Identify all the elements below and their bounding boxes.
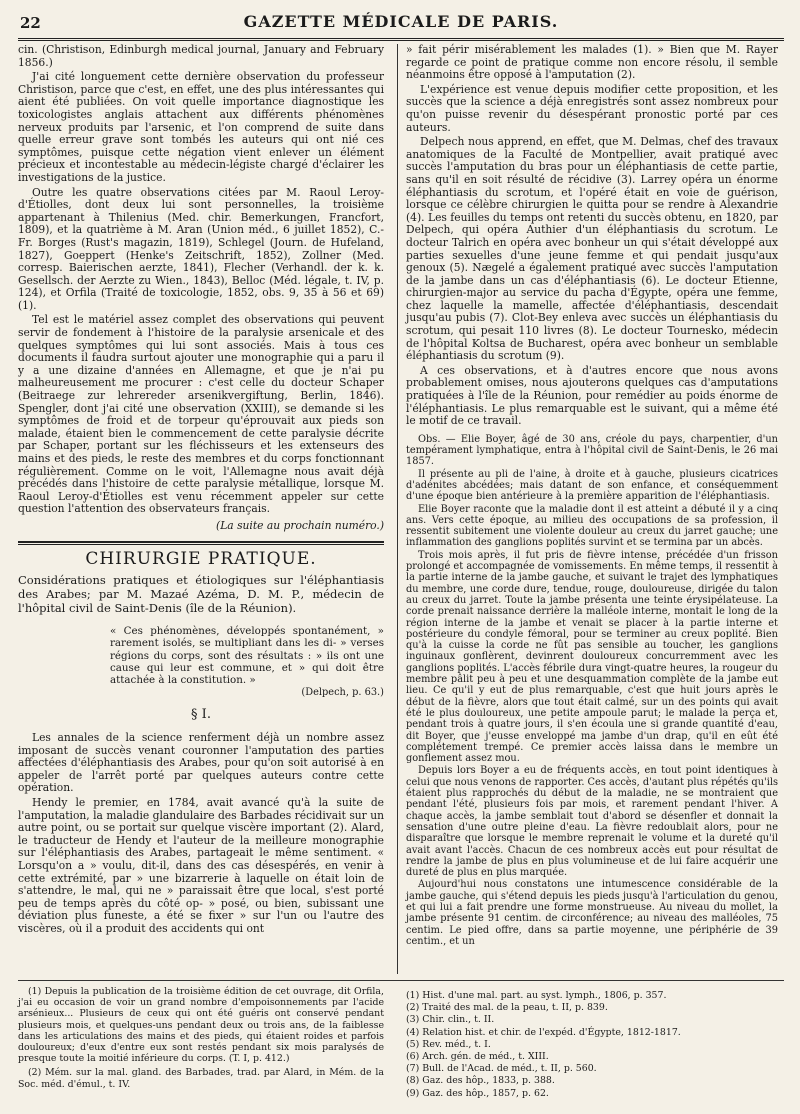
footnote: (4) Relation hist. et chir. de l'expéd. d'Égypte, 1812-1817. [406, 1026, 681, 1038]
paragraph: L'expérience est venue depuis modifier cette proposition, et les succès que la science a déjà enregistrés sont assez nombreux pour qu'on puisse revenir du désespérant pronostic porté par ces auteurs. [406, 82, 778, 134]
footnote: (2) Mém. sur la mal. gland. des Barbades, trad. par Alard, in Mém. de la Soc. méd. d'émul., t. IV. [18, 1067, 384, 1090]
epigraph-source: (Delpech, p. 63.) [301, 687, 384, 699]
column-divider [397, 44, 398, 974]
footnote: (3) Chir. clin., t. II. [406, 1014, 495, 1026]
footnote: (2) Traité des mal. de la peau, t. II, p. 839. [406, 1002, 608, 1014]
footnote: (8) Gaz. des hôp., 1833, p. 388. [406, 1075, 555, 1087]
observation-paragraph: Aujourd'hui nous constatons une intumescence considérable de la jambe gauche, qui s'étend depuis les pieds jusqu'à l'articulation du genou, et qui lui a fait prendre une forme monstrueuse. Au niveau du mollet, la jambe présente 91 centim. de circonférence; au niveau des malléoles, 75 centim. Le pied offre, dans sa partie moyenne, une périphérie de 39 centim., et un [406, 879, 778, 947]
footnotes-left [18, 986, 384, 1093]
footnote: (1) Depuis la publication de la troisième édition de cet ouvrage, dit Orfila, j'ai eu occasion de voir un grand nombre d'empoisonnements par l'acide arsénieux... Plusieurs de ceux qui ont été guéris ont conservé pendant plusieurs mois, et quelques-uns pendant deux ou trois ans, de la faiblesse dans les articulations des mains et des pieds, qui étaient roides et parfois douloureux; d'eux d'entre eux sont restés pendant six mois paralysés de presque toute la moitié inférieure du corps. (T. I, p. 412.) [18, 986, 384, 1065]
footnote: (9) Gaz. des hôp., 1857, p. 62. [406, 1087, 549, 1099]
paragraph: J'ai cité longuement cette dernière observation du professeur Christison, parce que c'est, en effet, une des plus intéressantes qui aient été publiées. On voit quelle importance diagnostique les toxicologistes anglais attachent aux différents phénomènes nerveux produits par l'arsenic, et l'on comprend de suite dans quelle erreur grave sont tombés les auteurs qui ont nié ces symptômes, puisque cette négation vient enlever un élément précieux et incontestable au médecin-légiste chargé d'éclairer les investigations de la justice. [18, 70, 384, 184]
left-column [18, 44, 384, 937]
paragraph: Outre les quatre observations citées par M. Raoul Leroy-d'Étiolles, dont deux lui sont personnelles, la troisième appartenant à Thilenius (Med. chir. Bemerkungen, Francfort, 1809), et la quatrième à M. Aran (Union méd., 6 juillet 1852), C.-Fr. Borges (Rust's magazin, 1819), Schlegel (Journ. de Hufeland, 1827), Goeppert (Henke's Zeitschrift, 1852), Zollner (Med. corresp. Baierischen aerzte, 1841), Flecher (Verhandl. der k. k. Gesellsch. der Aerzte zu Wien., 1843), Belloc (Méd. légale, t. IV, p. 124), et Orfila (Traité de toxicologie, 1852, obs. 9, 35 à 56 et 69) (1). [18, 185, 384, 312]
paragraph: Hendy le premier, en 1784, avait avancé qu'à la suite de l'amputation, la maladie glandulaire des Barbades récidivait sur un autre point, ou se portait sur quelque viscère important (2). Alard, le traducteur de Hendy et l'auteur de la meilleure monographie sur l'éléphantiasis des Arabes, partageait le même sentiment. « Lorsqu'on a » voulu, dit-il, dans des cas désespérés, en venir à cette extrémité, par » une bizarrerie à laquelle on était loin de s'attendre, le mal, qui ne » paraissait être que local, s'est porté peu de temps après du côté op- » posé, ou bien, subissant une déviation plus funeste, a été se fixer » sur l'un ou l'autre des viscères, où il a produit des accidents qui ont [18, 795, 384, 935]
section-rule [18, 541, 384, 545]
page-number: 22 [20, 14, 41, 32]
right-column [406, 44, 778, 948]
observation-paragraph: Elie Boyer raconte que la maladie dont il est atteint a débuté il y a cinq ans. Vers cette époque, au milieu des occupations de sa profession, il ressentit subitement une violente douleur au creux du jarret gauche; une inflammation des ganglions poplités survint et se termina par un abcès. [406, 503, 778, 549]
journal-title: GAZETTE MÉDICALE DE PARIS. [243, 12, 559, 31]
observation-paragraph: Trois mois après, il fut pris de fièvre intense, précédée d'un frisson prolongé et accompagnée de vomissements. En même temps, il ressentit à la partie interne de la jambe gauche, et suivant le trajet des lymphatiques du membre, une corde dure, tendue, rouge, douloureuse, dirigée du talon au creux du jarret. Toute la jambe présenta une teinte érysipélateuse. La corde prenait naissance derrière la malléole interne, montait le long de la région interne de la jambe et venait se placer à la partie interne et postérieure du condyle fémoral, pour se terminer au creux poplité. Bien qu'à la cuisse la corde ne fût pas sensible au toucher, les ganglions inguinaux gonflèrent, devinrent douloureux concurremment avec les ganglions poplités. L'accès fébrile dura vingt-quatre heures, la rougeur du membre pâlit peu à peu et une desquammation complète de la jambe eut lieu. Ce qu'il y eut de plus remarquable, c'est que huit jours après le début de la fièvre, alors que tout était calmé, sur un des points qui avait été le plus douloureux, une petite ampoule parut; le malade la perça et, pendant trois à quatre jours, il s'en écoula une si grande quantité d'eau, dit Boyer, que j'eusse enveloppé ma jambe d'un drap, qu'il en eût été complétement trempé. Ce premier accès laissa dans le membre un gonflement assez mou. [406, 549, 778, 765]
to-be-continued: (La suite au prochain numéro.) [216, 518, 384, 532]
observation-paragraph: Obs. — Elie Boyer, âgé de 30 ans, créole du pays, charpentier, d'un tempérament lymphatique, entra à l'hôpital civil de Saint-Denis, le 26 mai 1857. [406, 433, 778, 468]
epigraph [110, 625, 384, 699]
footnote: (7) Bull. de l'Acad. de méd., t. II, p. 560. [406, 1063, 597, 1075]
paragraph: Delpech nous apprend, en effet, que M. Delmas, chef des travaux anatomiques de la Faculté de Montpellier, avait pratiqué avec succès l'amputation du bras pour un éléphantiasis de cette partie, sans qu'il en soit résulté de récidive (3). Larrey opéra un énorme éléphantiasis du scrotum, et l'opéré était en voie de guérison, lorsque ce célèbre chirurgien le quitta pour se rendre à Alexandrie (4). Les feuilles du temps ont retenti du succès obtenu, en 1820, par Delpech, qui opéra Authier d'un éléphantiasis du scrotum. Le docteur Talrich en opéra avec bonheur un qui s'était développé aux parties sexuelles d'une jeune femme et qui pendait jusqu'aux genoux (5). Nægelé a également pratiqué avec succès l'amputation de la jambe dans un cas d'éléphantiasis (6). Le docteur Etienne, chirurgien-major au service du pacha d'Égypte, opéra une femme, chez laquelle la mamelle, affectée d'éléphantiasis, descendait jusqu'au pubis (7). Clot-Bey enleva avec succès un éléphantiasis du scrotum, qui pesait 110 livres (8). Le docteur Tournesko, médecin de l'hôpital Koltsa de Bucharest, opéra avec bonheur un semblable éléphantiasis du scrotum (9). [406, 135, 778, 363]
section-title: CHIRURGIE PRATIQUE. [85, 548, 317, 569]
section-number: § I. [191, 707, 211, 723]
footnote: (1) Hist. d'une mal. part. au syst. lymph., 1806, p. 357. [406, 990, 667, 1001]
paragraph: Tel est le matériel assez complet des observations qui peuvent servir de fondement à l'histoire de la paralysie arsenicale et des quelques symptômes qui lui sont associés. Mais à tous ces documents il faudra surtout ajouter une monographie qui a paru il y a une dizaine d'années en Allemagne, et que je n'ai pu malheureusement me procurer : c'est celle du docteur Schaper (Beitraege zur lehrereder arsenikvergiftung, Berlin, 1846). Spengler, dont j'ai cité une observation (XXIII), se demande si les symptômes de froid et de torpeur qu'éprouvait aux pieds son malade, étaient bien le commencement de cette paralysie décrite par Schaper, portant sur les fléchisseurs et les extenseurs des mains et des pieds, le reste des membres et du corps fonctionnant régulièrement. Comme on le voit, l'Allemagne nous avait déjà précédés dans l'histoire de cette paralysie métallique, lorsque M. Raoul Leroy-d'Étiolles est venu récemment appeler sur cette question l'attention des observateurs français. [18, 313, 384, 516]
paragraph: A ces observations, et à d'autres encore que nous avons probablement omises, nous ajouterons quelques cas d'amputations pratiquées à l'île de la Réunion, pour remédier au poids énorme de l'éléphantiasis. Le plus remarquable est le suivant, qui a même été le motif de ce travail. [406, 363, 778, 428]
observation-block [406, 434, 778, 947]
page-header [18, 8, 784, 41]
footnote: (5) Rev. méd., t. I. [406, 1038, 491, 1050]
footnote: (6) Arch. gén. de méd., t. XIII. [406, 1051, 549, 1063]
footnotes-right [406, 990, 778, 1100]
paragraph: cin. (Christison, Edinburgh medical journal, January and February 1856.) [18, 43, 384, 69]
paragraph: » fait périr misérablement les malades (1). » Bien que M. Rayer regarde ce point de pratique comme non encore résolu, il semble néanmoins être opposé à l'amputation (2). [406, 43, 778, 82]
observation-paragraph: Depuis lors Boyer a eu de fréquents accès, en tout point identiques à celui que nous venons de rapporter. Ces accès, d'autant plus répétés qu'ils étaient plus rapprochés du début de la maladie, ne se montraient que pendant l'été, plusieurs fois par mois, et rarement pendant l'hiver. A chaque accès, la jambe semblait tout d'abord se désenfler et donnait la sensation d'une outre pleine d'eau. La fièvre redoublait alors, pour ne disparaître que lorsque le membre reprenait le volume et la dureté qu'il avait avant l'accès. Chacun de ces nombreux accès eut pour résultat de rendre la jambe de plus en plus volumineuse et de lui faire acquérir une dureté de plus en plus marquée. [406, 765, 778, 879]
epigraph-text: « Ces phénomènes, développés spontanément, » rarement isolés, se multipliant dans les di- » verses régions du corps, sont des résultats : » ils ont une cause qui leur est commune, et » qui doit être attachée à la constitution. » [110, 625, 384, 686]
paragraph: Les annales de la science renferment déjà un nombre assez imposant de succès venant couronner l'amputation des parties affectées d'éléphantiasis des Arabes, pour qu'on soit autorisé à en appeler de l'arrêt porté par quelques auteurs contre cette opération. [18, 730, 384, 795]
observation-paragraph: Il présente au pli de l'aine, à droite et à gauche, plusieurs cicatrices d'adénites abcédées; mais datant de son enfance, et conséquemment d'une époque bien antérieure à la première apparition de l'éléphantiasis. [406, 468, 778, 503]
footnote-rule [18, 980, 784, 981]
article-title: Considérations pratiques et étiologiques sur l'éléphantiasis des Arabes; par M. Mazaé Azéma, D. M. P., médecin de l'hôpital civil de Saint-Denis (île de la Réunion). [18, 573, 384, 616]
